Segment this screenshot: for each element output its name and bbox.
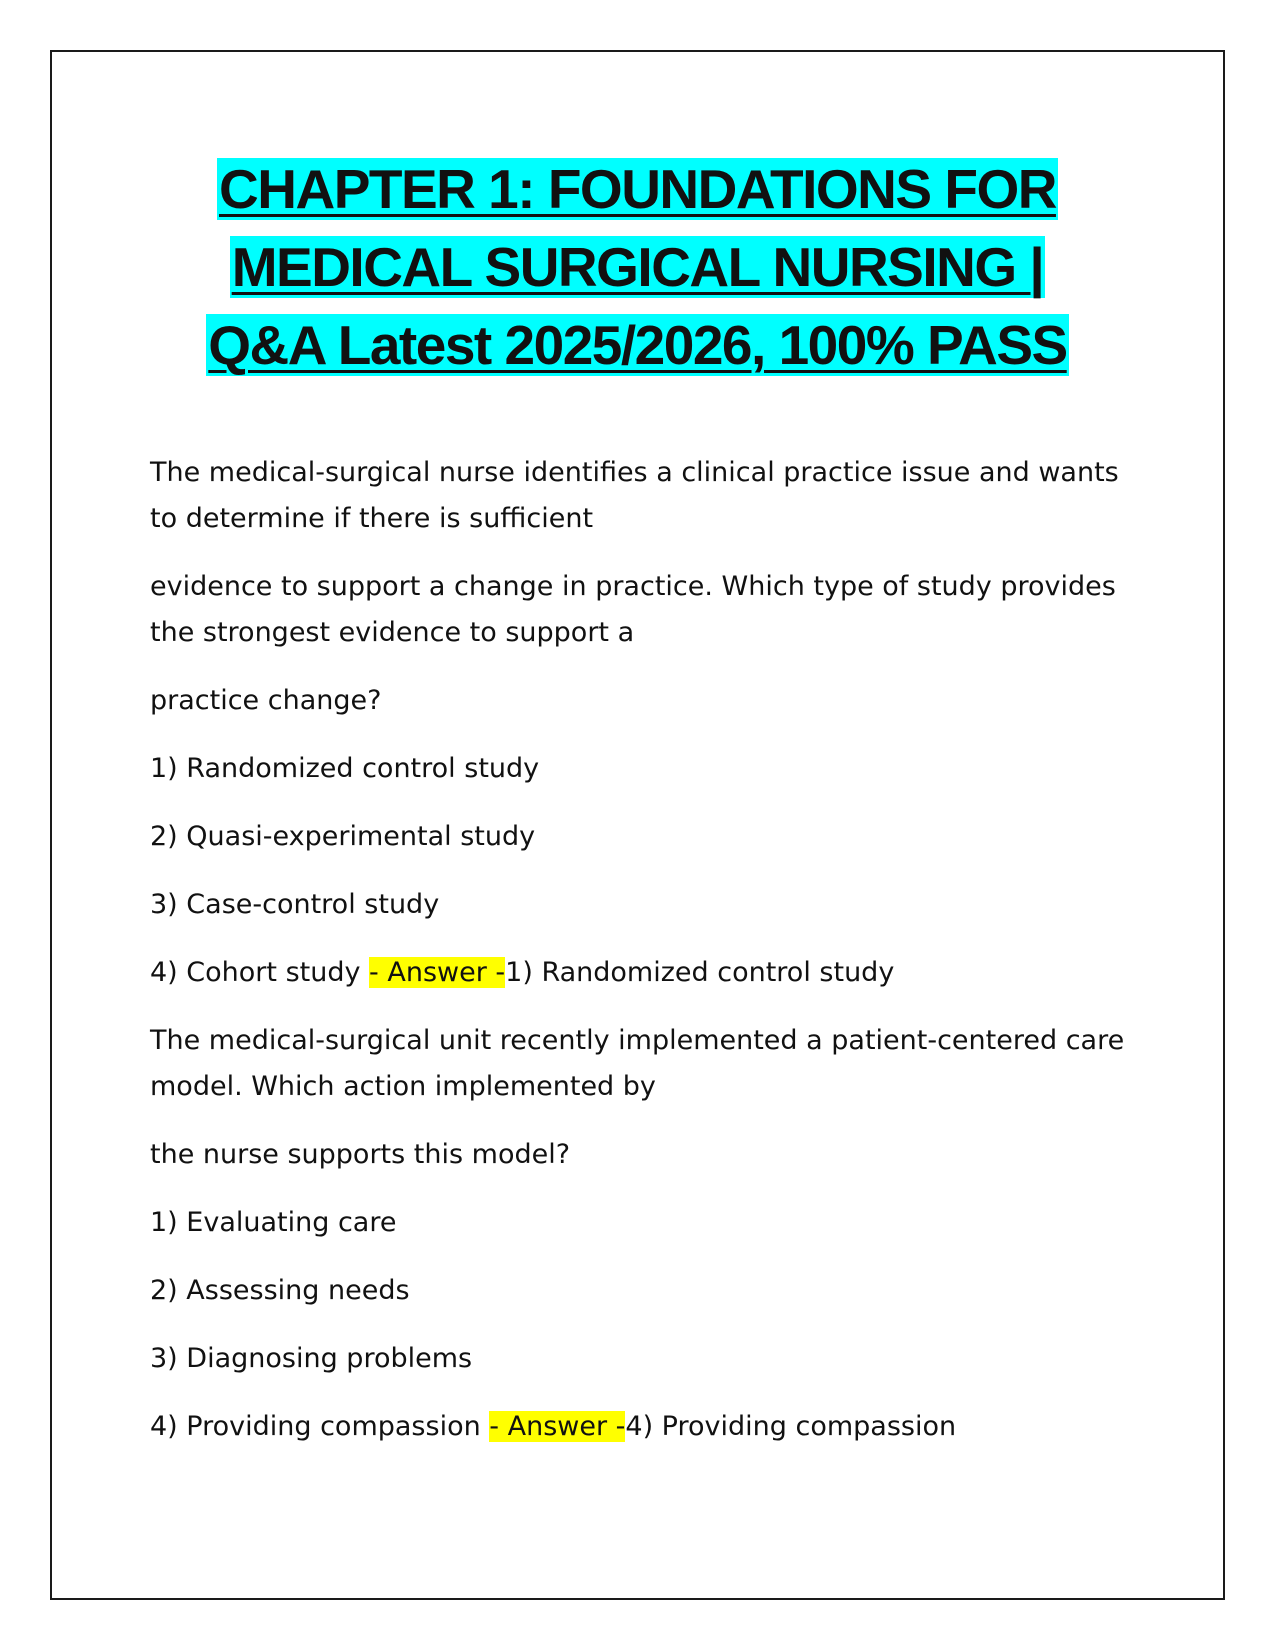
question-1-option-4-with-answer — [150, 950, 1130, 996]
document-title — [50, 150, 1225, 384]
question-2-option-3: 3) Diagnosing problems — [150, 1343, 473, 1374]
question-2-option-4: 4) Providing compassion — [150, 1411, 490, 1442]
question-2-stem-part-2: the nurse supports this model? — [150, 1139, 571, 1170]
question-2-option-1: 1) Evaluating care — [150, 1207, 397, 1238]
question-1-option-3: 3) Case-control study — [150, 889, 440, 920]
question-1-stem-part-1: The medical-surgical nurse identifies a clinical practice issue and wants to determine if there is sufficient — [150, 457, 1119, 534]
question-2-option-2: 2) Assessing needs — [150, 1275, 410, 1306]
question-1-stem-part-3: practice change? — [150, 685, 382, 716]
question-2-option-4-with-answer — [150, 1404, 1130, 1450]
title-line-3: Q&A Latest 2025/2026, 100% PASS — [208, 314, 1067, 376]
question-1-stem-part-2: evidence to support a change in practice. Which type of study provides the strongest evidence to support a — [150, 571, 1116, 648]
answer-marker: - Answer - — [369, 957, 506, 988]
document-body — [150, 450, 1130, 1472]
question-1-option-4: 4) Cohort study — [150, 957, 370, 988]
question-1-option-2: 2) Quasi-experimental study — [150, 821, 536, 852]
title-line-2: MEDICAL SURGICAL NURSING | — [231, 236, 1044, 298]
answer-marker: - Answer - — [489, 1411, 626, 1442]
question-1-answer: 1) Randomized control study — [505, 957, 895, 988]
question-2-answer: 4) Providing compassion — [625, 1411, 957, 1442]
question-1-option-1: 1) Randomized control study — [150, 753, 540, 784]
title-line-1: CHAPTER 1: FOUNDATIONS FOR — [219, 158, 1056, 220]
question-2-stem-part-1: The medical-surgical unit recently implemented a patient-centered care model. Which action implemented by — [150, 1025, 1125, 1102]
